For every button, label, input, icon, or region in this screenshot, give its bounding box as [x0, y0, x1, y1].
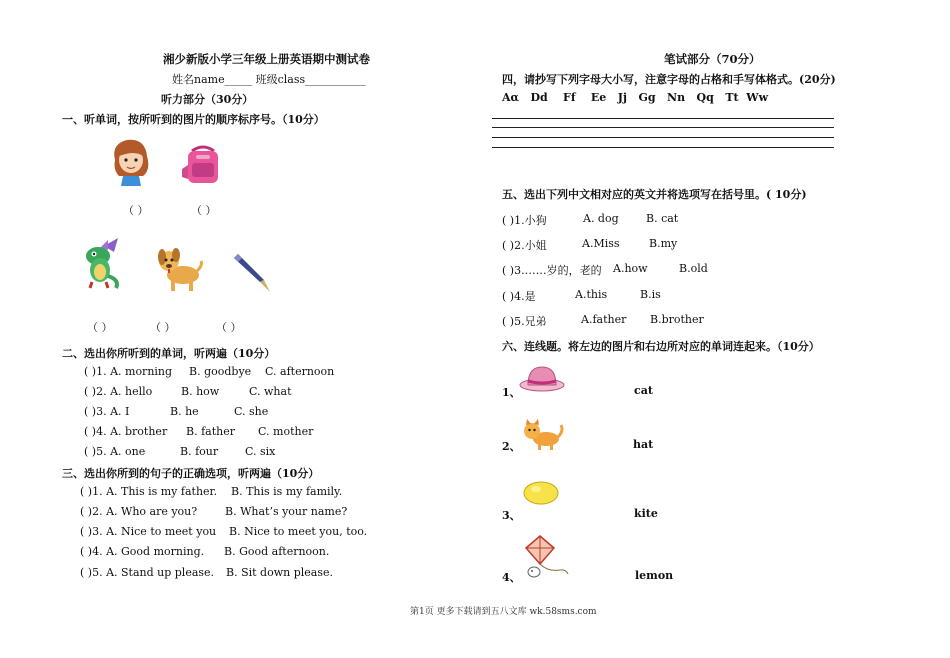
dog-icon — [153, 243, 205, 295]
page-title: 湘少新版小学三年级上册英语期中测试卷 — [163, 52, 370, 66]
option-b: B. goodbye — [189, 365, 252, 378]
option-a: A.how — [613, 262, 648, 275]
option-a: A. dog — [583, 212, 619, 225]
lemon-icon[interactable] — [522, 479, 560, 507]
question-item: ( )4. A. brother — [84, 425, 168, 438]
option-c: C. six — [245, 445, 276, 458]
match-number: 4、 — [502, 571, 521, 584]
dragon-icon — [78, 236, 124, 290]
question-item: ( )4.是 — [502, 290, 536, 303]
option-b: B. father — [186, 425, 235, 438]
writing-line — [492, 118, 834, 119]
option-c: C. she — [234, 405, 269, 418]
option-b: B. What’s your name? — [225, 505, 348, 518]
match-word[interactable]: kite — [634, 507, 658, 520]
match-number: 2、 — [502, 440, 521, 453]
question-item: ( )2.小姐 — [502, 239, 547, 252]
written-header: 笔试部分（70分） — [664, 52, 761, 66]
option-b: B. Sit down please. — [226, 566, 333, 579]
question-item: ( )3.……岁的，老的 — [502, 264, 602, 277]
option-c: C. what — [249, 385, 292, 398]
question-item: ( )1. A. This is my father. — [80, 485, 218, 498]
cat-icon[interactable] — [518, 417, 564, 451]
match-word[interactable]: hat — [633, 438, 654, 451]
answer-blank[interactable]: （ ） — [216, 321, 242, 334]
answer-blank[interactable]: （ ） — [191, 204, 217, 217]
option-b: B.brother — [650, 313, 704, 326]
question-item: ( )5.兄弟 — [502, 315, 547, 328]
option-a: A.Miss — [582, 237, 620, 250]
option-b: B. Good afternoon. — [224, 545, 330, 558]
question-item: ( )5. A. Stand up please. — [80, 566, 215, 579]
question-item: ( )3. A. Nice to meet you — [80, 525, 217, 538]
option-b: B. Nice to meet you, too. — [229, 525, 368, 538]
option-b: B. cat — [646, 212, 679, 225]
question-item: ( )1. A. morning — [84, 365, 173, 378]
pen-icon — [230, 252, 274, 294]
answer-blank[interactable]: （ ） — [123, 204, 149, 217]
question-item: ( )2. A. hello — [84, 385, 153, 398]
section-3-heading: 三、选出你所到的句子的正确选项，听两遍（10分） — [62, 467, 320, 480]
section-4-heading: 四，请抄写下列字母大小写，注意字母的占格和手写体格式。(20分) — [502, 73, 836, 86]
option-b: B. This is my family. — [231, 485, 343, 498]
question-item: ( )5. A. one — [84, 445, 146, 458]
answer-blank[interactable]: （ ） — [150, 321, 176, 334]
writing-line — [492, 147, 834, 148]
match-word[interactable]: cat — [634, 384, 653, 397]
girl-icon — [107, 136, 155, 188]
question-item: ( )4. A. Good morning. — [80, 545, 205, 558]
name-class-line: 姓名name_____ 班级class___________ — [172, 73, 366, 86]
option-a: A.this — [575, 288, 608, 301]
option-b: B.my — [649, 237, 678, 250]
option-b: B.is — [640, 288, 661, 301]
section-2-heading: 二、选出你所听到的单词，听两遍（10分） — [62, 347, 276, 360]
page-footer: 第1页 更多下载请到五八文库 wk.58sms.com — [410, 607, 597, 617]
option-c: C. mother — [258, 425, 314, 438]
section-1-heading: 一、听单词，按所听到的图片的顺序标序号。（10分） — [62, 113, 325, 126]
listening-header: 听力部分（30分） — [161, 93, 254, 106]
section-5-heading: 五、选出下列中文相对应的英文并将选项写在括号里。( 10分) — [502, 188, 807, 201]
match-number: 1、 — [502, 386, 521, 399]
answer-blank[interactable]: （ ） — [87, 321, 113, 334]
hat-icon[interactable] — [518, 363, 566, 393]
question-item: ( )1.小狗 — [502, 214, 547, 227]
option-b: B. four — [180, 445, 219, 458]
backpack-icon — [178, 143, 228, 187]
option-b: B. how — [181, 385, 220, 398]
question-item: ( )3. A. I — [84, 405, 130, 418]
kite-icon[interactable] — [518, 534, 570, 580]
writing-line — [492, 127, 834, 128]
writing-line — [492, 137, 834, 138]
question-item: ( )2. A. Who are you? — [80, 505, 198, 518]
option-c: C. afternoon — [265, 365, 335, 378]
section-6-heading: 六、连线题。将左边的图片和右边所对应的单词连起来。（10分） — [502, 340, 820, 353]
match-word[interactable]: lemon — [635, 569, 674, 582]
letters-row: Aα Dd Ff Ee Jj Gg Nn Qq Tt Ww — [502, 91, 769, 104]
option-b: B. he — [170, 405, 199, 418]
option-b: B.old — [679, 262, 708, 275]
option-a: A.father — [581, 313, 627, 326]
match-number: 3、 — [502, 509, 521, 522]
